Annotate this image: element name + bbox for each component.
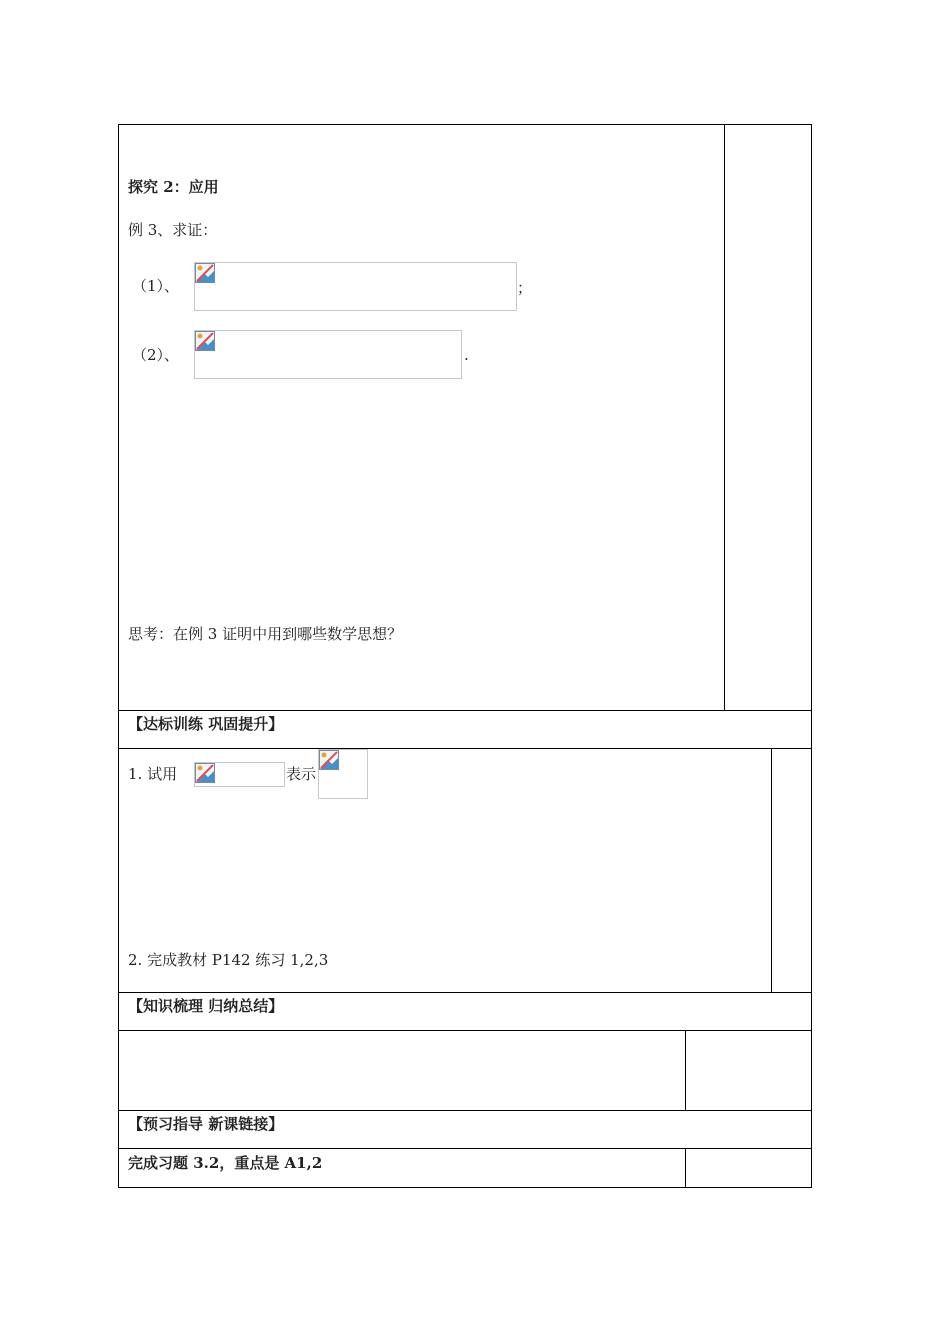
- preview-header: 【预习指导 新课链接】: [128, 1115, 284, 1133]
- formula-image-2: [194, 330, 462, 379]
- example-title: 例 3、求证：: [128, 221, 218, 239]
- item1-label: （1）、: [132, 277, 180, 295]
- explore-heading: 探究 2：应用: [128, 178, 219, 196]
- item2-end: .: [464, 346, 469, 364]
- formula-image-1: [194, 262, 517, 311]
- summary-header: 【知识梳理 归纳总结】: [128, 997, 284, 1015]
- broken-image-icon: [319, 750, 339, 770]
- broken-image-icon: [195, 263, 215, 283]
- broken-image-icon: [195, 331, 215, 351]
- item1-end: ；: [517, 279, 533, 297]
- broken-image-icon: [195, 763, 215, 783]
- q1-image-a: [194, 762, 285, 787]
- preview-task: 完成习题 3.2，重点是 A1,2: [128, 1154, 323, 1172]
- q1-mid: 表示: [286, 765, 317, 783]
- q1-image-b: [318, 749, 368, 799]
- q1-prefix: 1. 试用: [128, 765, 178, 783]
- practice-header: 【达标训练 巩固提升】: [128, 715, 284, 733]
- q2-text: 2. 完成教材 P142 练习 1,2,3: [128, 951, 329, 969]
- item2-label: （2）、: [132, 346, 180, 364]
- think-question: 思考：在例 3 证明中用到哪些数学思想？: [128, 625, 403, 643]
